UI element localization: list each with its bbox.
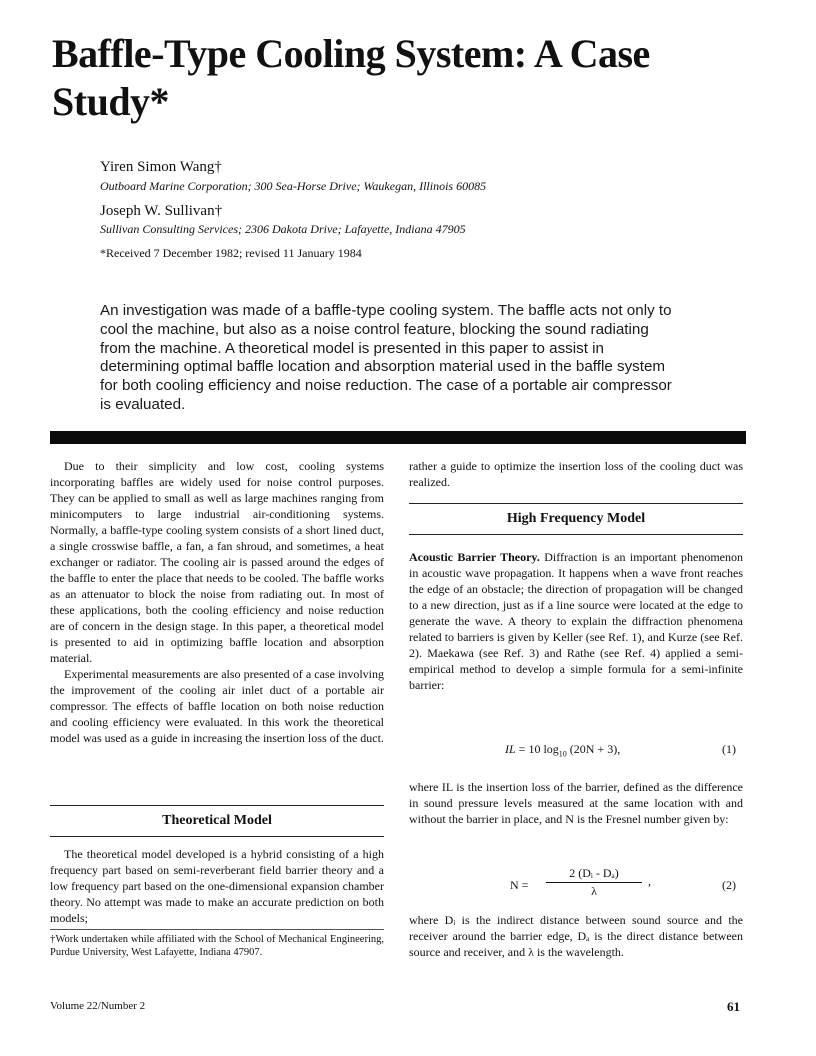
eq1-subscript: 10	[558, 749, 567, 759]
eq2-fraction	[546, 866, 642, 899]
section-heading-high-frequency-model: High Frequency Model	[506, 511, 646, 526]
distance-paragraph: where Dᵢ is the indirect distance between sound source and the receiver around the barrier edge, Dₐ is the direct distance between source and receiver, and λ is the wavelength.	[409, 913, 743, 959]
author-affiliation-2: Sullivan Consulting Services; 2306 Dakota Drive; Lafayette, Indiana 47905	[100, 222, 466, 236]
equation-1-number: (1)	[722, 742, 736, 756]
eq2-denominator: λ	[591, 884, 597, 898]
theory-paragraph: The theoretical model developed is a hybrid consisting of a high frequency part based on semi-reverberant field barrier theory and a low frequency part based on the one-dimensional expansion chamber theory. No attempt was made to make an accurate prediction on both models;	[50, 847, 384, 925]
section-rule-bottom	[50, 836, 384, 837]
abstract: An investigation was made of a baffle-type cooling system. The baffle acts not only to cool the machine, but also as a noise control feature, blocking the sound radiating from the machine. A theoretical model is presented in this paper to assist in determining optimal baffle location and absorption material used in the baffle system for both cooling efficiency and noise reduction. The case of a portable air compressor is evaluated.	[100, 302, 672, 413]
eq1-tail: (20N + 3),	[566, 742, 621, 756]
section-rule-bottom-right	[409, 534, 743, 535]
eq2-numerator: 2 (Dᵢ - Dₐ)	[546, 866, 642, 883]
section-rule-top-right	[409, 503, 743, 504]
article-title: Baffle-Type Cooling System: A Case Study*	[52, 31, 650, 124]
fresnel-block	[409, 779, 743, 827]
equation-1	[505, 742, 620, 758]
section-rule-top	[50, 805, 384, 806]
intro-paragraph-2: Experimental measurements are also presented of a case involving the improvement of the cooling air inlet duct of a portable air compressor. The effects of baffle location on both noise reduction and cooling efficiency were evaluated. In this work the theoretical model was used as a guide in increasing the insertion loss of the duct.	[50, 667, 384, 745]
equation-2-number: (2)	[722, 878, 736, 892]
intro-paragraph-1: Due to their simplicity and low cost, cooling systems incorporating baffles are widely used for noise control purposes. They can be applied to small as well as large machines ranging from minicomputers to large industrial air-conditioning systems. Normally, a baffle-type cooling system consists of a short lined duct, a single crosswise baffle, a fan, a fan shroud, and sometimes, a heat exchanger or radiator. The cooling air is passed around the edges of the baffle to enter the place that needs to be cooled. The baffle works as an attenuator to block the noise from radiating out. In most of these applications, both the cooling efficiency and noise reduction are of concern in the design stage. In this paper, a theoretical model is presented to aid in optimizing baffle location and absorption material.	[50, 459, 384, 665]
page-number: 61	[727, 999, 740, 1014]
eq1-rhs: = 10 log	[515, 742, 559, 756]
barrier-theory-block	[409, 549, 743, 693]
author-name-1: Yiren Simon Wang†	[100, 159, 222, 175]
barrier-theory-text: Diffraction is an important phenomenon in acoustic wave propagation. It happens when a wave front reaches the edge of an obstacle; the direction of propagation will be changed to a new direction, just as if a line source were located at the edge to generate the wave. A theory to explain the diffraction phenomena related to barriers is given by Keller (see Ref. 1), and Kurze (see Ref. 2). Maekawa (see Ref. 3) and Rathe (see Ref. 4) applied a semi-empirical method to develop a simple formula for a semi-infinite barrier:	[409, 550, 743, 692]
footer-volume: Volume 22/Number 2	[50, 1000, 146, 1012]
section-heading-theoretical-model: Theoretical Model	[162, 813, 272, 828]
eq1-lhs: IL	[505, 742, 516, 756]
eq2-lhs: N =	[510, 878, 529, 892]
barrier-theory-paragraph	[409, 549, 743, 693]
barrier-theory-subhead: Acoustic Barrier Theory.	[409, 550, 540, 564]
footnote-rule	[50, 929, 384, 930]
right-paragraph-1: rather a guide to optimize the insertion loss of the cooling duct was realized.	[409, 459, 743, 489]
author-name-2: Joseph W. Sullivan†	[100, 203, 223, 219]
theory-text	[50, 846, 384, 926]
right-column-top	[409, 458, 743, 490]
author-affiliation-1: Outboard Marine Corporation; 300 Sea-Horse Drive; Waukegan, Illinois 60085	[100, 179, 487, 193]
footnote: †Work undertaken while affiliated with the School of Mechanical Engineering, Purdue University, West Lafayette, Indiana 47907.	[50, 934, 384, 958]
received-date: *Received 7 December 1982; revised 11 January 1984	[100, 246, 362, 260]
distance-block	[409, 912, 743, 960]
header-divider	[50, 431, 746, 444]
left-column	[50, 458, 384, 746]
eq2-comma: ,	[648, 874, 651, 888]
fresnel-paragraph: where IL is the insertion loss of the barrier, defined as the difference in sound pressure levels measured at the same location with and without the barrier in place, and N is the Fresnel number given by:	[409, 780, 743, 826]
